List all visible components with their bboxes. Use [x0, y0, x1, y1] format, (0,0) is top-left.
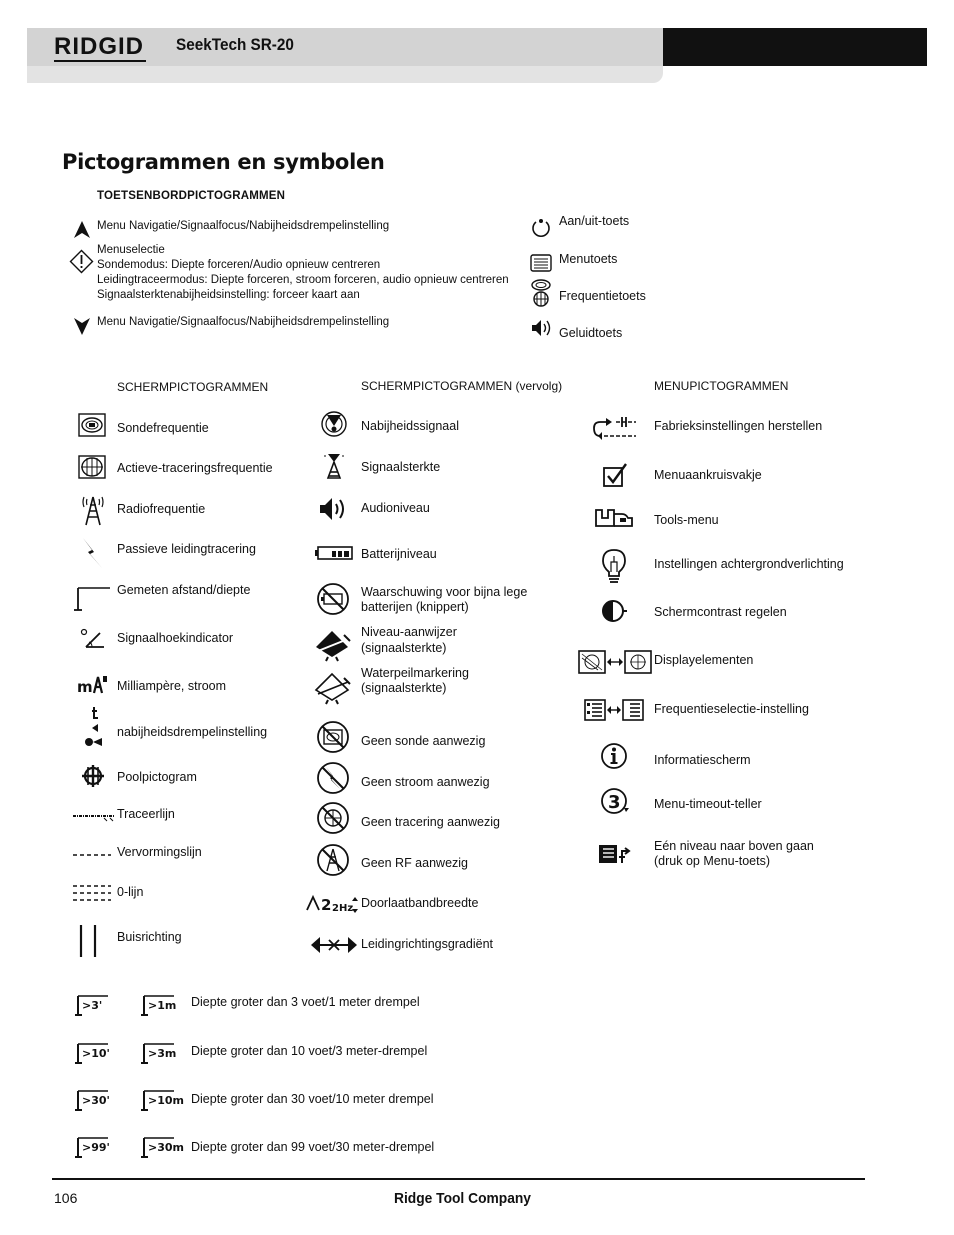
screen-item-level-pointer-2: (signaalsterkte)	[361, 641, 447, 655]
no-rf-icon	[316, 843, 350, 877]
display-elements-icon	[578, 650, 652, 674]
depth-ft-icon	[74, 1042, 110, 1066]
key-select-line-1: Menuselectie	[97, 244, 165, 256]
menu-item-timeout: Menu-timeout-teller	[654, 797, 762, 811]
trace-line-icon	[72, 810, 116, 822]
factory-reset-icon	[592, 414, 638, 444]
screen-item-signal-angle: Signaalhoekindicator	[117, 631, 234, 645]
menu-item-display-elements: Displayelementen	[654, 653, 754, 667]
pipe-gradient-icon	[310, 934, 358, 956]
menu-item-tools: Tools-menu	[654, 513, 719, 527]
menu-item-contrast: Schermcontrast regelen	[654, 605, 787, 619]
screen-item-no-current: Geen stroom aanwezig	[361, 775, 490, 789]
pipe-direction-icon	[76, 924, 100, 958]
menu-key-icon	[530, 254, 552, 272]
proximity-signal-icon	[320, 410, 348, 438]
screen-item-proximity-threshold: nabijheidsdrempelinstelling	[117, 725, 268, 739]
menu-item-info-screen: Informatiescherm	[654, 753, 751, 767]
depth-m-icon	[140, 1042, 176, 1066]
depth-ft-text: >30'	[82, 1094, 110, 1107]
screen-cont-heading: SCHERMPICTOGRAMMEN (vervolg)	[361, 379, 563, 393]
menu-item-frequency-selection: Frequentieselectie-instelling	[654, 702, 809, 716]
menu-heading: MENUPICTOGRAMMEN	[654, 379, 789, 393]
page-number: 106	[54, 1190, 78, 1206]
zero-line-icon	[72, 883, 112, 903]
screen-item-passive-trace: Passieve leidingtracering	[117, 542, 256, 556]
key-frequency-label: Frequentietoets	[559, 289, 646, 303]
frequency-key-icon	[530, 278, 552, 308]
sonde-frequency-icon	[78, 413, 106, 437]
menu-item-up-level-2: (druk op Menu-toets)	[654, 854, 771, 868]
screen-heading: SCHERMPICTOGRAMMEN	[117, 380, 269, 394]
signal-strength-icon	[320, 452, 348, 480]
depth-row-label: Diepte groter dan 10 voet/3 meter-drempel	[191, 1044, 428, 1058]
screen-item-pole: Poolpictogram	[117, 770, 197, 784]
key-menu-label: Menutoets	[559, 252, 618, 266]
keyboard-heading: TOETSENBORDPICTOGRAMMEN	[97, 190, 286, 202]
measured-depth-icon	[72, 586, 112, 614]
screen-item-bandwidth: Doorlaatbandbreedte	[361, 896, 479, 910]
screen-item-distortion-line: Vervormingslijn	[117, 845, 202, 859]
screen-item-measured-depth: Gemeten afstand/diepte	[117, 583, 251, 597]
menu-up-level-icon	[598, 843, 632, 865]
screen-item-pipe-direction: Buisrichting	[117, 930, 182, 944]
logo-underline	[54, 60, 146, 62]
pole-icon	[80, 763, 106, 789]
depth-ft-icon	[74, 1136, 110, 1160]
contrast-icon	[600, 598, 628, 624]
screen-item-water-level-1: Waterpeilmarkering	[361, 666, 469, 680]
screen-item-low-battery-1: Waarschuwing voor bijna lege	[361, 585, 528, 599]
info-screen-icon	[600, 742, 628, 770]
screen-item-proximity-signal: Nabijheidssignaal	[361, 419, 459, 433]
screen-item-signal-strength: Signaalsterkte	[361, 460, 441, 474]
screen-item-no-sonde: Geen sonde aanwezig	[361, 734, 486, 748]
audio-level-icon	[318, 495, 350, 523]
depth-ft-icon	[74, 1089, 110, 1113]
menu-item-checkbox: Menuaankruisvakje	[654, 468, 762, 482]
power-icon	[530, 217, 552, 239]
menu-item-backlight: Instellingen achtergrondverlichting	[654, 557, 844, 571]
screen-item-sonde-frequency: Sondefrequentie	[117, 421, 209, 435]
backlight-settings-icon	[601, 548, 627, 584]
screen-item-milliamp: Milliampère, stroom	[117, 679, 227, 693]
no-trace-icon	[316, 801, 350, 835]
footer-rule	[52, 1178, 865, 1180]
depth-row-label: Diepte groter dan 30 voet/10 meter drempel	[191, 1092, 434, 1106]
sound-key-icon	[530, 318, 552, 338]
depth-m-text: >1m	[148, 999, 177, 1012]
page-title: Pictogrammen en symbolen	[62, 150, 385, 174]
key-select-line-2: Sondemodus: Diepte forceren/Audio opnieuw centreren	[97, 259, 381, 271]
key-power-label: Aan/uit-toets	[559, 214, 630, 228]
depth-m-icon	[140, 994, 176, 1018]
key-select-line-4: Signaalsterktenabijheidsinstelling: forceer kaart aan	[97, 289, 360, 301]
passive-trace-icon	[78, 536, 106, 570]
depth-row-label: Diepte groter dan 99 voet/30 meter-drempel	[191, 1140, 435, 1154]
key-up-label: Menu Navigatie/Signaalfocus/Nabijheidsdrempelinstelling	[97, 220, 390, 232]
depth-row-label: Diepte groter dan 3 voet/1 meter drempel	[191, 995, 420, 1009]
svg-text:m: m	[77, 678, 93, 696]
battery-level-icon	[314, 545, 354, 561]
depth-m-text: >3m	[148, 1047, 177, 1060]
arrow-up-icon	[72, 220, 92, 240]
menu-checkbox-icon	[602, 462, 628, 488]
water-level-marker-icon	[314, 670, 352, 704]
screen-item-battery-level: Batterijniveau	[361, 547, 437, 561]
tools-menu-icon	[594, 506, 634, 532]
depth-ft-icon	[74, 994, 110, 1018]
footer-company: Ridge Tool Company	[394, 1190, 531, 1207]
distortion-line-icon	[72, 851, 112, 859]
screen-item-low-battery-2: batterijen (knippert)	[361, 600, 469, 614]
bandwidth-hz-text: 2Hz	[332, 903, 354, 914]
timeout-digit: 3	[608, 792, 621, 813]
screen-item-active-trace: Actieve-traceringsfrequentie	[117, 461, 273, 475]
key-select-line-3: Leidingtraceermodus: Diepte forceren, stroom forceren, audio opnieuw centreren	[97, 274, 509, 286]
header-black-block	[663, 28, 927, 66]
screen-item-trace-line: Traceerlijn	[117, 807, 175, 821]
select-diamond-icon	[69, 249, 94, 274]
screen-item-no-trace: Geen tracering aanwezig	[361, 815, 500, 829]
screen-item-no-rf: Geen RF aanwezig	[361, 856, 469, 870]
depth-m-text: >10m	[148, 1094, 184, 1107]
screen-item-audio-level: Audioniveau	[361, 501, 430, 515]
no-current-icon	[316, 761, 350, 795]
brand-logo: RIDGID	[54, 33, 144, 60]
screen-item-water-level-2: (signaalsterkte)	[361, 681, 447, 695]
menu-item-up-level-1: Eén niveau naar boven gaan	[654, 839, 814, 853]
frequency-selection-icon	[584, 699, 644, 721]
header-strip	[27, 66, 663, 83]
depth-ft-text: >3'	[82, 999, 103, 1012]
product-name: SeekTech SR-20	[176, 35, 294, 54]
key-down-label: Menu Navigatie/Signaalfocus/Nabijheidsdrempelinstelling	[97, 316, 390, 328]
level-pointer-icon	[314, 627, 352, 661]
no-sonde-icon	[316, 720, 350, 754]
milliamp-icon	[76, 673, 108, 695]
svg-text:2: 2	[321, 896, 332, 914]
screen-item-zero-line: 0-lijn	[117, 885, 144, 899]
key-sound-label: Geluidtoets	[559, 326, 623, 340]
depth-m-text: >30m	[148, 1141, 184, 1154]
radio-frequency-icon	[80, 493, 106, 527]
signal-angle-icon	[80, 627, 108, 649]
low-battery-warning-icon	[316, 582, 350, 616]
active-trace-frequency-icon	[78, 455, 106, 479]
depth-ft-text: >10'	[82, 1047, 110, 1060]
menu-item-factory-reset: Fabrieksinstellingen herstellen	[654, 419, 823, 433]
depth-ft-text: >99'	[82, 1141, 110, 1154]
screen-item-radio-frequency: Radiofrequentie	[117, 502, 206, 516]
depth-m-icon	[140, 1136, 184, 1160]
arrow-down-icon	[72, 316, 92, 336]
menu-timeout-icon	[600, 786, 630, 816]
screen-item-level-pointer-1: Niveau-aanwijzer	[361, 625, 457, 639]
proximity-threshold-icon	[82, 704, 106, 750]
depth-m-icon	[140, 1089, 184, 1113]
bandwidth-icon	[306, 893, 362, 915]
screen-item-pipe-gradient: Leidingrichtingsgradiënt	[361, 937, 494, 951]
